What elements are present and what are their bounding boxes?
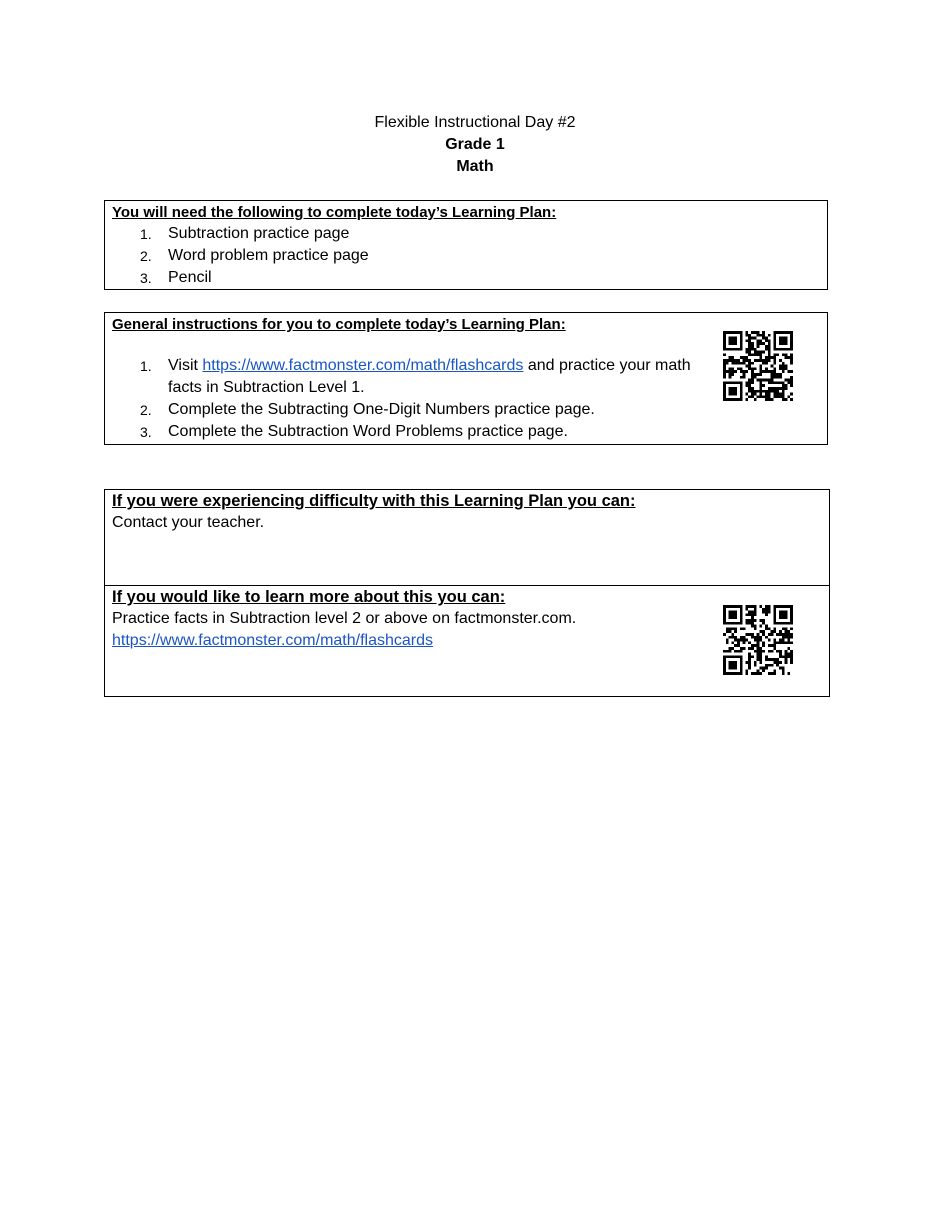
factmonster-link[interactable]: https://www.factmonster.com/math/flashcards xyxy=(112,632,434,649)
difficulty-box xyxy=(104,489,830,586)
list-text: Subtraction practice page xyxy=(168,225,350,242)
factmonster-link[interactable]: https://www.factmonster.com/math/flashcards xyxy=(202,357,524,374)
difficulty-text: Contact your teacher. xyxy=(112,514,265,531)
header-subject: Math xyxy=(456,158,494,175)
materials-list xyxy=(112,223,820,289)
list-item xyxy=(112,421,708,443)
header-grade: Grade 1 xyxy=(445,136,505,153)
list-text: Pencil xyxy=(168,269,212,286)
instructions-list xyxy=(112,355,708,443)
difficulty-title: If you were experiencing difficulty with this Learning Plan you can: xyxy=(112,492,636,510)
qr-code-icon xyxy=(723,605,793,675)
list-number: 3. xyxy=(140,270,152,286)
list-text: Complete the Subtraction Word Problems practice page. xyxy=(168,423,568,440)
instructions-title: General instructions for you to complete today’s Learning Plan: xyxy=(112,316,566,333)
list-number: 3. xyxy=(140,424,152,440)
materials-title: You will need the following to complete today’s Learning Plan: xyxy=(112,204,557,221)
list-number: 2. xyxy=(140,248,152,264)
list-item xyxy=(112,355,708,399)
document-header xyxy=(0,112,950,178)
learn-more-box xyxy=(104,585,830,697)
learn-more-title: If you would like to learn more about this you can: xyxy=(112,588,506,606)
list-text: Word problem practice page xyxy=(168,247,369,264)
instructions-box xyxy=(104,312,828,445)
list-item xyxy=(112,399,708,421)
list-item xyxy=(112,267,820,289)
list-number: 1. xyxy=(140,226,152,242)
list-number: 1. xyxy=(140,358,152,374)
materials-box xyxy=(104,200,828,290)
qr-code-icon xyxy=(723,331,793,401)
list-item xyxy=(112,223,820,245)
list-item xyxy=(112,245,820,267)
header-title: Flexible Instructional Day #2 xyxy=(374,114,576,131)
learn-more-text: Practice facts in Subtraction level 2 or above on factmonster.com. xyxy=(112,610,577,627)
list-text: and practice your math facts in Subtraction Level 1. xyxy=(168,357,691,396)
list-text: Visit xyxy=(168,357,203,374)
list-number: 2. xyxy=(140,402,152,418)
list-text: Complete the Subtracting One-Digit Numbers practice page. xyxy=(168,401,595,418)
